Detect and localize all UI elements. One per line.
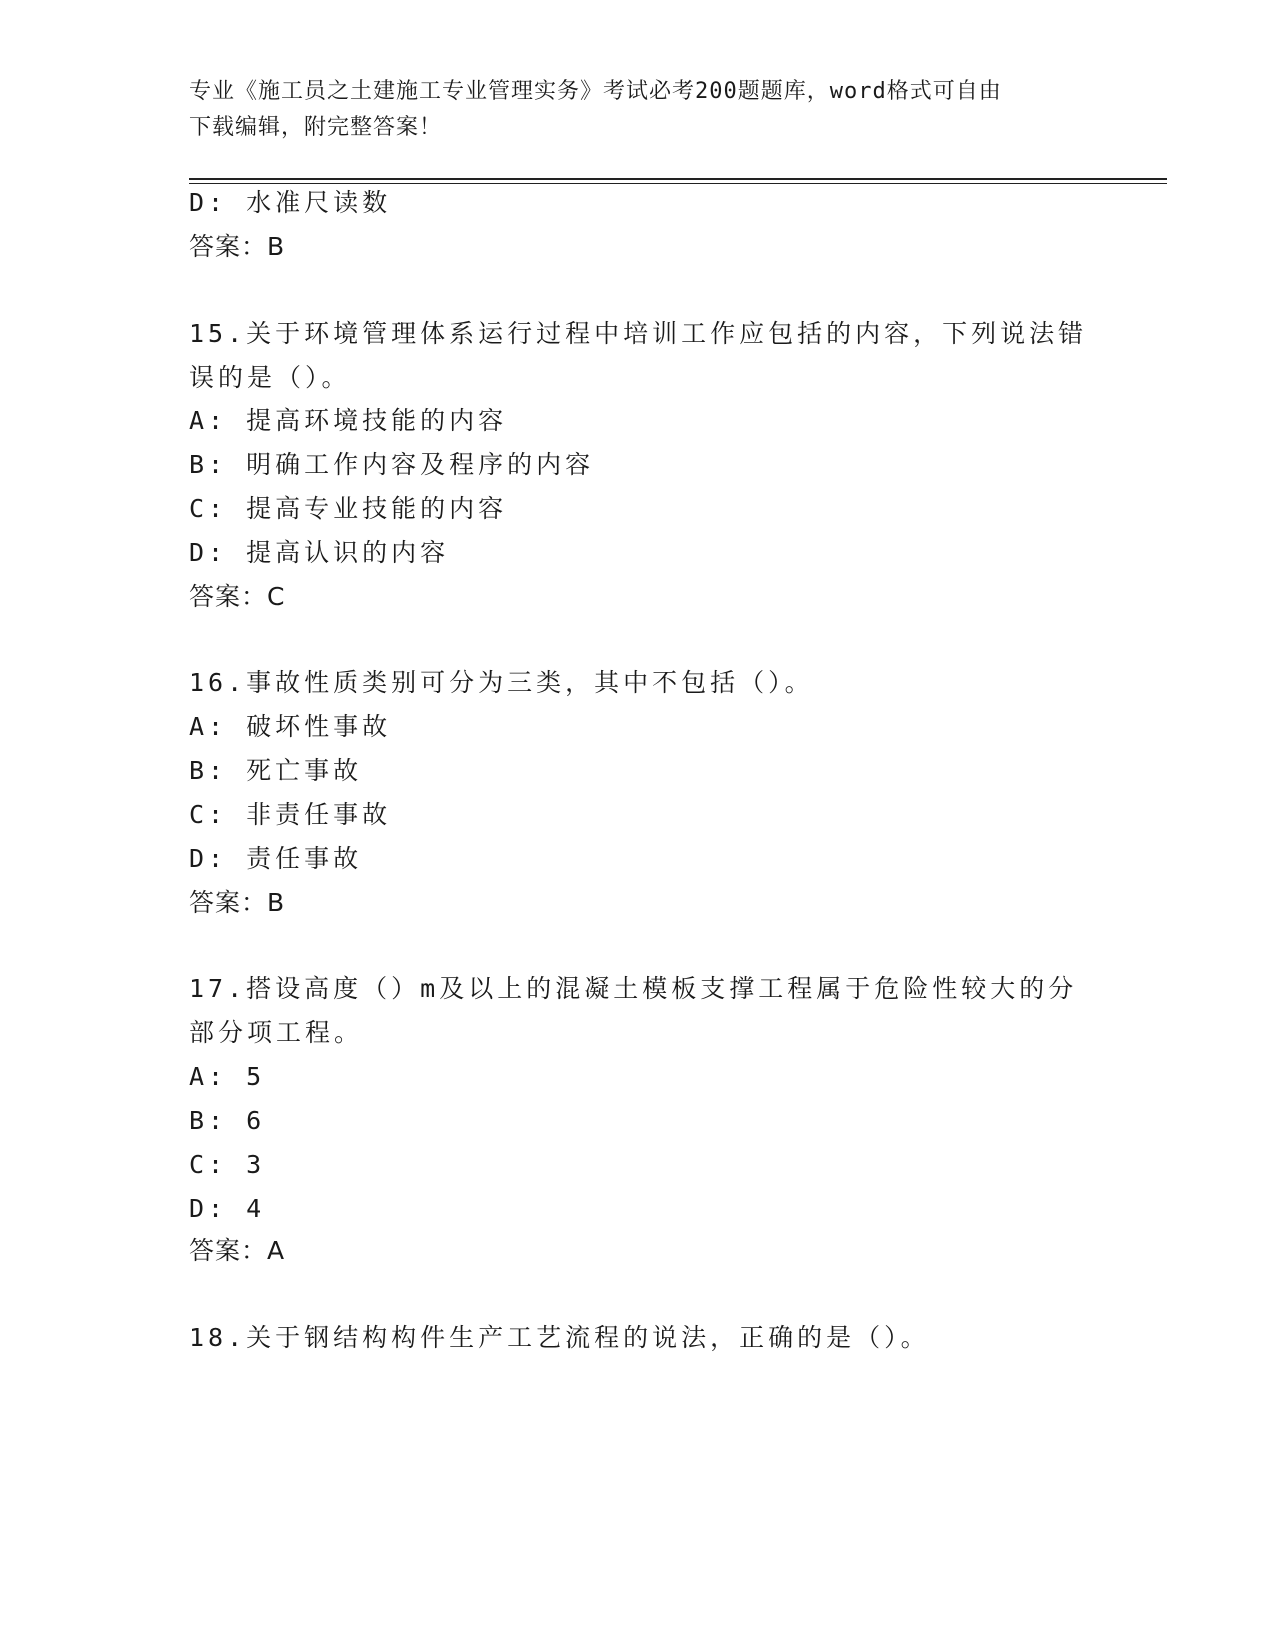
q17-answer: 答案：A bbox=[189, 1236, 286, 1265]
q17-option-c: C: 3 bbox=[189, 1150, 266, 1179]
q15-answer: 答案：C bbox=[189, 582, 286, 611]
q15-option-c: C: 提高专业技能的内容 bbox=[189, 494, 508, 523]
header-line-1: 专业《施工员之土建施工专业管理实务》考试必考200题题库，word格式可自由 bbox=[189, 79, 1002, 104]
q15-option-b: B: 明确工作内容及程序的内容 bbox=[189, 450, 595, 479]
q16-option-d: D: 责任事故 bbox=[189, 844, 363, 873]
q16-option-b: B: 死亡事故 bbox=[189, 756, 363, 785]
q16-stem-line-1: 16.事故性质类别可分为三类，其中不包括（）。 bbox=[189, 668, 814, 697]
q15-stem-line-1: 15.关于环境管理体系运行过程中培训工作应包括的内容，下列说法错 bbox=[189, 319, 1088, 348]
q17-stem-line-1: 17.搭设高度（）m及以上的混凝土模板支撑工程属于危险性较大的分 bbox=[189, 974, 1078, 1003]
q16-answer: 答案：B bbox=[189, 888, 286, 917]
document-header bbox=[189, 74, 1089, 146]
prev-option-d: D: 水准尺读数 bbox=[189, 188, 392, 217]
q17-stem-line-2: 部分项工程。 bbox=[189, 1018, 364, 1047]
q16-option-a: A: 破坏性事故 bbox=[189, 712, 392, 741]
q18-stem-line-1: 18.关于钢结构构件生产工艺流程的说法，正确的是（）。 bbox=[189, 1323, 930, 1352]
q17-option-a: A: 5 bbox=[189, 1062, 266, 1091]
q16-option-c: C: 非责任事故 bbox=[189, 800, 392, 829]
q15-option-d: D: 提高认识的内容 bbox=[189, 538, 450, 567]
q15-option-a: A: 提高环境技能的内容 bbox=[189, 406, 508, 435]
q15-stem-line-2: 误的是（）。 bbox=[189, 363, 351, 392]
q17-option-b: B: 6 bbox=[189, 1106, 266, 1135]
q17-option-d: D: 4 bbox=[189, 1194, 266, 1223]
prev-answer: 答案：B bbox=[189, 232, 286, 261]
header-line-2: 下载编辑，附完整答案！ bbox=[189, 115, 443, 140]
